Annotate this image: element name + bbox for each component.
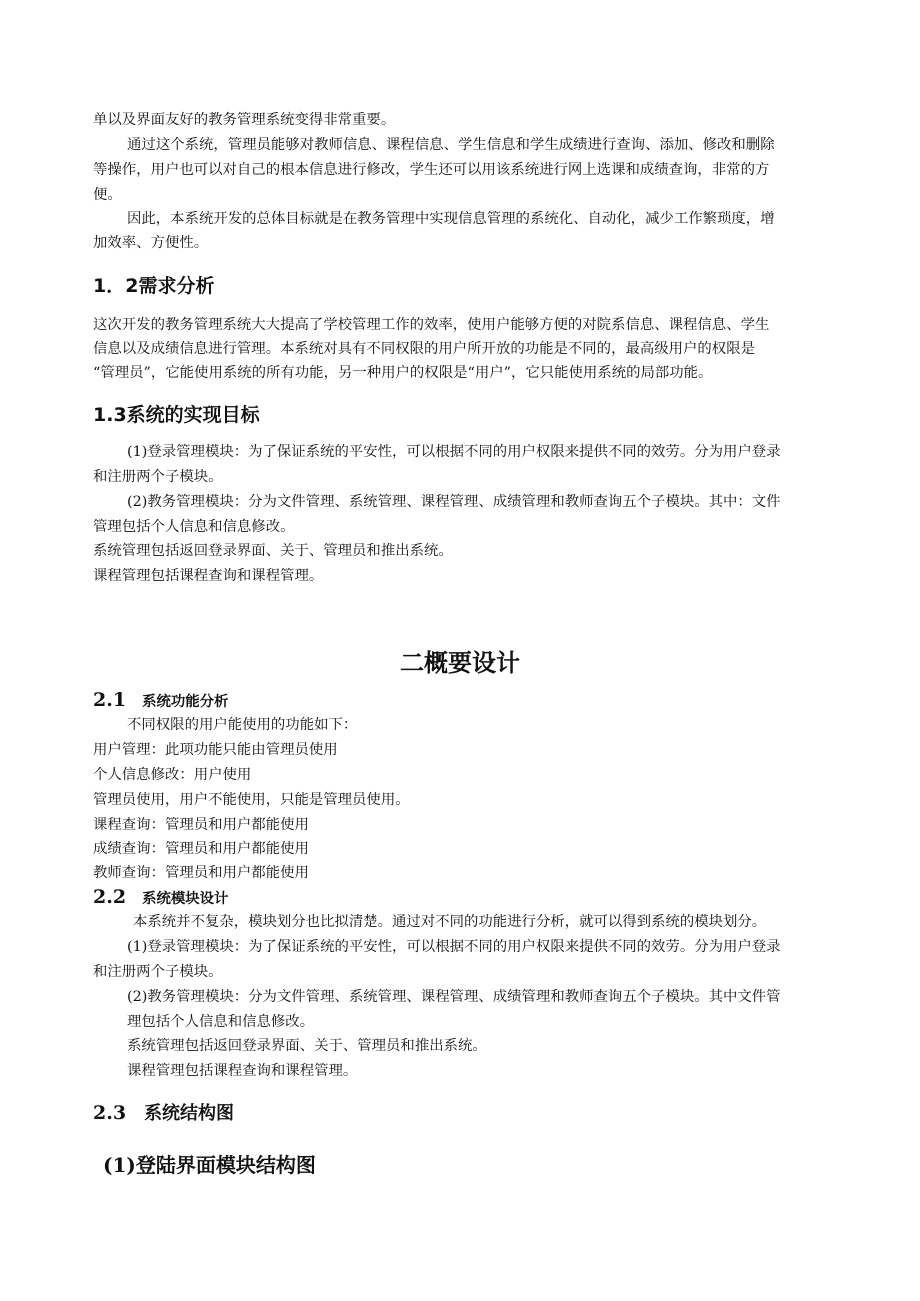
section-heading-2-3: [93, 1101, 234, 1126]
intro-line: 便。: [93, 187, 122, 203]
subsection-heading: (1)登陆界面模块结构图: [103, 1153, 316, 1177]
paragraph-line: 课程管理包括课程查询和课程管理。: [127, 1063, 358, 1079]
paragraph-line: 这次开发的教务管理系统大大提高了学校管理工作的效率，使用户能够方便的对院系信息、课程信息、学生: [93, 317, 770, 333]
section-number: 2.3: [93, 1102, 127, 1124]
paragraph-line: 管理员使用，用户不能使用，只能是管理员使用。: [93, 792, 410, 808]
section-heading-1-2: 1．2需求分析: [93, 275, 215, 297]
intro-line: 单以及界面友好的教务管理系统变得非常重要。: [93, 112, 396, 128]
paragraph-line: 和注册两个子模块。: [93, 469, 223, 485]
paragraph-line: 本系统并不复杂，模块划分也比拟清楚。通过对不同的功能进行分析，就可以得到系统的模块划分。: [133, 914, 767, 930]
section-title: 系统功能分析: [142, 693, 229, 710]
paragraph-line: 教师查询：管理员和用户都能使用: [93, 865, 309, 881]
intro-line: 等操作，用户也可以对自己的根本信息进行修改，学生还可以用该系统进行网上选课和成绩查询，非常的方: [93, 162, 770, 178]
paragraph-line: 理包括个人信息和信息修改。: [127, 1014, 315, 1030]
intro-line: 加效率、方便性。: [93, 235, 209, 251]
paragraph-line: 管理包括个人信息和信息修改。: [93, 519, 295, 535]
paragraph-line: (2)教务管理模块：分为文件管理、系统管理、课程管理、成绩管理和教师查询五个子模块。其中：文件: [127, 494, 781, 510]
paragraph-line: 系统管理包括返回登录界面、关于、管理员和推出系统。: [127, 1038, 487, 1054]
section-heading-2-2: [93, 885, 228, 911]
paragraph-line: 系统管理包括返回登录界面、关于、管理员和推出系统。: [93, 543, 453, 559]
paragraph-line: 和注册两个子模块。: [93, 964, 223, 980]
paragraph-line: 用户管理：此项功能只能由管理员使用: [93, 742, 338, 758]
section-number: 2.1: [93, 689, 127, 711]
section-heading-1-3: 1.3系统的实现目标: [93, 404, 260, 426]
paragraph-line: 不同权限的用户能使用的功能如下：: [127, 717, 358, 733]
paragraph-line: “管理员”，它能使用系统的所有功能，另一种用户的权限是“用户”，它只能使用系统的局部功能。: [93, 365, 713, 381]
section-number: 2.2: [93, 886, 127, 908]
section-heading-2-1: [93, 688, 228, 714]
paragraph-line: 课程查询：管理员和用户都能使用: [93, 817, 309, 833]
chapter-title: 二概要设计: [400, 648, 520, 677]
intro-line: 通过这个系统，管理员能够对教师信息、课程信息、学生信息和学生成绩进行查询、添加、修改和删除: [127, 137, 775, 153]
paragraph-line: (2)教务管理模块：分为文件管理、系统管理、课程管理、成绩管理和教师查询五个子模块。其中文件管: [127, 989, 781, 1005]
paragraph-line: 个人信息修改：用户使用: [93, 767, 252, 783]
paragraph-line: 成绩查询：管理员和用户都能使用: [93, 841, 309, 857]
section-title: 系统模块设计: [142, 890, 229, 907]
intro-line: 因此，本系统开发的总体目标就是在教务管理中实现信息管理的系统化、自动化，减少工作繁琐度，增: [127, 211, 775, 227]
paragraph-line: (1)登录管理模块：为了保证系统的平安性，可以根据不同的用户权限来提供不同的效劳。分为用户登录: [127, 939, 781, 955]
paragraph-line: 信息以及成绩信息进行管理。本系统对具有不同权限的用户所开放的功能是不同的，最高级用户的权限是: [93, 341, 755, 357]
paragraph-line: (1)登录管理模块：为了保证系统的平安性，可以根据不同的用户权限来提供不同的效劳。分为用户登录: [127, 444, 781, 460]
paragraph-line: 课程管理包括课程查询和课程管理。: [93, 568, 324, 584]
section-title: 系统结构图: [144, 1103, 235, 1124]
